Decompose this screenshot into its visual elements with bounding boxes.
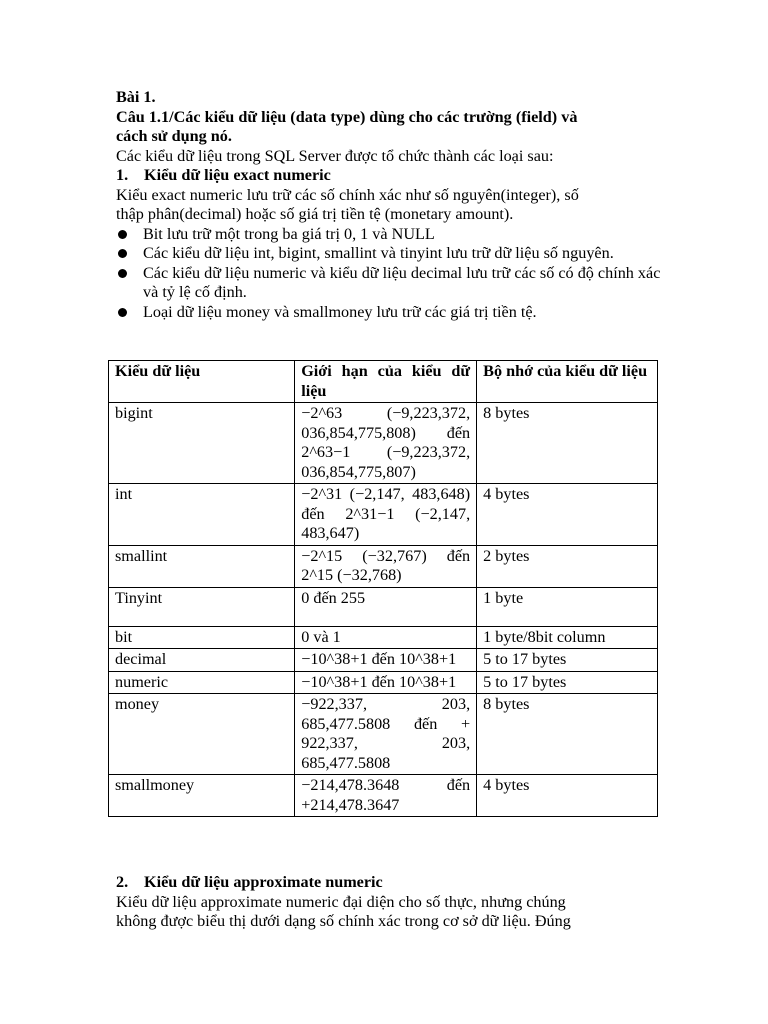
bullet-dot-icon bbox=[118, 230, 127, 239]
section-1-number: 1. bbox=[116, 166, 129, 184]
table-header-cell: Bộ nhớ của kiểu dữ liệu bbox=[477, 361, 658, 403]
table-cell-range: 0 đến 255 bbox=[295, 587, 477, 626]
section-1-title: Kiểu dữ liệu exact numeric bbox=[144, 166, 331, 184]
document-page bbox=[116, 88, 661, 322]
table-cell-storage: 8 bytes bbox=[477, 694, 658, 775]
intro-paragraph: Các kiểu dữ liệu trong SQL Server được tổ chức thành các loại sau: bbox=[116, 146, 554, 165]
table-cell-storage: 1 byte bbox=[477, 587, 658, 626]
data-type-table bbox=[108, 360, 658, 817]
table-row bbox=[109, 694, 658, 775]
section-1-desc-line-1: Kiểu exact numeric lưu trữ các số chính xác như số nguyên(integer), số bbox=[116, 185, 579, 204]
table-cell-storage: 2 bytes bbox=[477, 545, 658, 587]
bullet-item bbox=[116, 264, 663, 303]
table-cell-range: −2^63 (−9,223,372, 036,854,775,808) đến 2^63−1 (−9,223,372, 036,854,775,807) bbox=[295, 403, 477, 484]
table-cell-range: −2^15 (−32,767) đến 2^15 (−32,768) bbox=[295, 545, 477, 587]
table-row bbox=[109, 671, 658, 694]
bullet-item bbox=[116, 244, 623, 264]
section-1-heading bbox=[116, 166, 661, 186]
section-2-desc-line-2: không được biểu thị dưới dạng số chính xác trong cơ sở dữ liệu. Đúng bbox=[116, 912, 571, 930]
table-cell-storage: 4 bytes bbox=[477, 775, 658, 817]
table-cell-type: smallint bbox=[109, 545, 295, 587]
bullet-text: Các kiểu dữ liệu int, bigint, smallint và tinyint lưu trữ dữ liệu số nguyên. bbox=[143, 244, 614, 262]
table-cell-range: −2^31 (−2,147, 483,648) đến 2^31−1 (−2,147, 483,647) bbox=[295, 484, 477, 546]
bullet-item bbox=[116, 303, 661, 323]
bullet-item bbox=[116, 225, 661, 245]
question-title-line-1: Câu 1.1/Các kiểu dữ liệu (data type) dùng cho các trường (field) và bbox=[116, 107, 578, 126]
bullet-text: Các kiểu dữ liệu numeric và kiểu dữ liệu decimal lưu trữ các số có độ chính xác và tỷ lệ cố định. bbox=[143, 263, 661, 301]
table-cell-range: −10^38+1 đến 10^38+1 bbox=[295, 649, 477, 672]
table-cell-storage: 4 bytes bbox=[477, 484, 658, 546]
question-title-line-2: cách sử dụng nó. bbox=[116, 127, 232, 145]
bullet-dot-icon bbox=[118, 308, 127, 317]
table-cell-type: int bbox=[109, 484, 295, 546]
table-row bbox=[109, 545, 658, 587]
section-2-number: 2. bbox=[116, 873, 129, 891]
table-cell-type: bigint bbox=[109, 403, 295, 484]
bullet-text: Bit lưu trữ một trong ba giá trị 0, 1 và NULL bbox=[143, 224, 435, 243]
table-cell-type: Tinyint bbox=[109, 587, 295, 626]
table-cell-type: smallmoney bbox=[109, 775, 295, 817]
table-cell-range: −10^38+1 đến 10^38+1 bbox=[295, 671, 477, 694]
section-2-desc-line-1: Kiểu dữ liệu approximate numeric đại diện cho số thực, nhưng chúng bbox=[116, 892, 566, 911]
section-2-title: Kiểu dữ liệu approximate numeric bbox=[144, 873, 383, 891]
table-cell-range: 0 và 1 bbox=[295, 626, 477, 649]
table-row bbox=[109, 649, 658, 672]
table-cell-storage: 1 byte/8bit column bbox=[477, 626, 658, 649]
table-cell-type: decimal bbox=[109, 649, 295, 672]
section-1-desc-line-2: thập phân(decimal) hoặc số giá trị tiền tệ (monetary amount). bbox=[116, 205, 514, 223]
section-2 bbox=[116, 873, 661, 932]
bullet-text: Loại dữ liệu money và smallmoney lưu trữ các giá trị tiền tệ. bbox=[143, 302, 537, 321]
table-cell-range: −214,478.3648 đến +214,478.3647 bbox=[295, 775, 477, 817]
table-header-cell: Kiểu dữ liệu bbox=[109, 361, 295, 403]
section-2-heading bbox=[116, 873, 661, 893]
table-header-cell: Giới hạn của kiểu dữ liệu bbox=[295, 361, 477, 403]
table-cell-type: numeric bbox=[109, 671, 295, 694]
section-1-bullet-list bbox=[116, 225, 661, 323]
table-header-row bbox=[109, 361, 658, 403]
table-row bbox=[109, 484, 658, 546]
table-cell-storage: 5 to 17 bytes bbox=[477, 671, 658, 694]
table-row bbox=[109, 775, 658, 817]
table-cell-range: −922,337, 203, 685,477.5808 đến + 922,337, 203, 685,477.5808 bbox=[295, 694, 477, 775]
table-row bbox=[109, 626, 658, 649]
table-cell-type: bit bbox=[109, 626, 295, 649]
exercise-heading: Bài 1. bbox=[116, 88, 156, 106]
table-cell-storage: 8 bytes bbox=[477, 403, 658, 484]
bullet-dot-icon bbox=[118, 269, 127, 278]
table-cell-storage: 5 to 17 bytes bbox=[477, 649, 658, 672]
table-row bbox=[109, 587, 658, 626]
table-cell-type: money bbox=[109, 694, 295, 775]
bullet-dot-icon bbox=[118, 249, 127, 258]
table-row bbox=[109, 403, 658, 484]
